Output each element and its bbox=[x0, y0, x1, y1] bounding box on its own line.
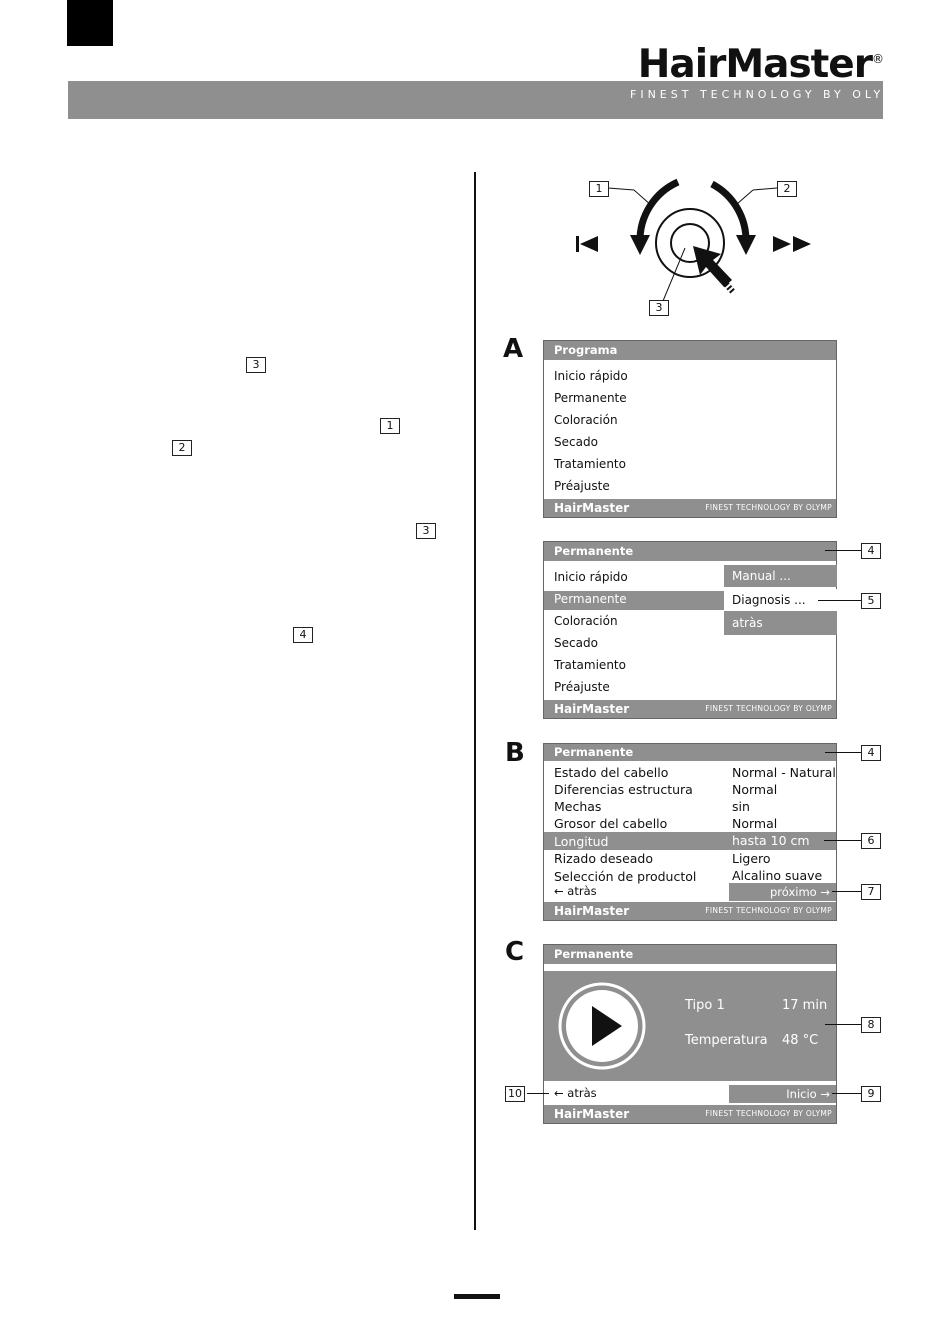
section-letter-a: A bbox=[503, 334, 524, 364]
screen-b-diagnosis bbox=[543, 743, 837, 921]
skip-forward-icon bbox=[773, 236, 791, 252]
ref-marker-1: 1 bbox=[380, 418, 400, 434]
brand-logo: HairMaster® bbox=[637, 42, 883, 87]
menu-item-tratamiento[interactable]: Tratamiento bbox=[554, 457, 626, 471]
menu-item-permanente[interactable]: Permanente bbox=[554, 391, 627, 405]
screen-footer: HairMaster FINEST TECHNOLOGY BY OLYMP bbox=[544, 700, 836, 718]
back-button[interactable]: ← atràs bbox=[554, 1086, 597, 1100]
submenu-atras[interactable]: atràs bbox=[724, 611, 837, 635]
section-letter-c: C bbox=[505, 937, 525, 967]
screen-footer: HairMaster FINEST TECHNOLOGY BY OLYMP bbox=[544, 1105, 836, 1123]
ref-marker-3b: 3 bbox=[416, 523, 436, 539]
brand-tagline: FINEST TECHNOLOGY BY OLYMP bbox=[630, 88, 909, 101]
back-button[interactable]: ← atràs bbox=[554, 884, 597, 898]
menu-item-secado[interactable]: Secado bbox=[554, 636, 598, 650]
tipo-label: Tipo 1 bbox=[685, 998, 725, 1013]
ref-marker-2: 2 bbox=[172, 440, 192, 456]
row-label-estado: Estado del cabello bbox=[554, 765, 669, 780]
temperature-label: Temperatura bbox=[685, 1033, 768, 1048]
menu-item-inicio-rapido[interactable]: Inicio rápido bbox=[554, 369, 628, 383]
callout-2: 2 bbox=[777, 181, 797, 197]
menu-item-tratamiento[interactable]: Tratamiento bbox=[554, 658, 626, 672]
menu-item-coloracion[interactable]: Coloración bbox=[554, 614, 618, 628]
row-value-longitud[interactable]: hasta 10 cm bbox=[732, 833, 810, 848]
screen-title: Permanente bbox=[544, 542, 836, 561]
callout-10: 10 bbox=[505, 1086, 525, 1102]
row-value-grosor[interactable]: Normal bbox=[732, 816, 778, 831]
row-value-rizado[interactable]: Ligero bbox=[732, 851, 771, 866]
section-letter-b: B bbox=[505, 738, 525, 768]
callout-3: 3 bbox=[649, 300, 669, 316]
screen-a-programa bbox=[543, 340, 837, 518]
callout-6: 6 bbox=[861, 833, 881, 849]
ref-marker-4: 4 bbox=[293, 627, 313, 643]
menu-item-coloracion[interactable]: Coloración bbox=[554, 413, 618, 427]
row-label-longitud: Longitud bbox=[554, 834, 609, 849]
tipo-value: 17 min bbox=[782, 998, 828, 1013]
menu-item-secado[interactable]: Secado bbox=[554, 435, 598, 449]
screen-title: Permanente bbox=[544, 945, 836, 964]
callout-9: 9 bbox=[861, 1086, 881, 1102]
rotate-left-arrow bbox=[640, 182, 678, 242]
row-value-diferencias[interactable]: Normal bbox=[732, 782, 778, 797]
next-button[interactable]: próximo → bbox=[729, 883, 836, 901]
callout-4b: 4 bbox=[861, 745, 881, 761]
row-value-estado[interactable]: Normal - Natural bbox=[732, 765, 836, 780]
callout-8: 8 bbox=[861, 1017, 881, 1033]
callout-1: 1 bbox=[589, 181, 609, 197]
screen-c-start bbox=[543, 944, 837, 1124]
row-label-rizado: Rizado deseado bbox=[554, 851, 654, 866]
start-button[interactable]: Inicio → bbox=[729, 1085, 836, 1103]
ref-marker-3: 3 bbox=[246, 357, 266, 373]
screen-footer: HairMaster FINEST TECHNOLOGY BY OLYMP bbox=[544, 499, 836, 517]
screen-a2-permanente-menu bbox=[543, 541, 837, 719]
row-value-seleccion[interactable]: Alcalino suave bbox=[732, 868, 823, 883]
row-value-mechas[interactable]: sin bbox=[732, 799, 750, 814]
row-label-grosor: Grosor del cabello bbox=[554, 816, 668, 831]
submenu-manual[interactable]: Manual ... bbox=[724, 565, 837, 587]
callout-4: 4 bbox=[861, 543, 881, 559]
temperature-value: 48 °C bbox=[782, 1033, 819, 1048]
page-footer-bar bbox=[454, 1294, 500, 1299]
menu-item-permanente-selected[interactable]: Permanente bbox=[554, 592, 627, 606]
menu-item-inicio-rapido[interactable]: Inicio rápido bbox=[554, 570, 628, 584]
row-label-diferencias: Diferencias estructura bbox=[554, 782, 693, 797]
screen-title: Programa bbox=[544, 341, 836, 360]
skip-back-icon bbox=[576, 236, 579, 252]
page-tab-marker bbox=[67, 0, 113, 46]
callout-7: 7 bbox=[861, 884, 881, 900]
callout-5: 5 bbox=[861, 593, 881, 609]
menu-item-preajuste[interactable]: Préajuste bbox=[554, 479, 610, 493]
row-label-mechas: Mechas bbox=[554, 799, 602, 814]
press-arrow bbox=[693, 246, 732, 287]
rotate-right-arrow bbox=[712, 184, 746, 242]
screen-title: Permanente bbox=[544, 744, 836, 761]
row-label-seleccion: Selección de productol bbox=[554, 869, 697, 884]
play-button[interactable] bbox=[558, 982, 646, 1070]
submenu-diagnosis[interactable]: Diagnosis ... bbox=[724, 589, 837, 611]
menu-item-preajuste[interactable]: Préajuste bbox=[554, 680, 610, 694]
screen-footer: HairMaster FINEST TECHNOLOGY BY OLYMP bbox=[544, 902, 836, 920]
column-divider bbox=[474, 172, 476, 1230]
